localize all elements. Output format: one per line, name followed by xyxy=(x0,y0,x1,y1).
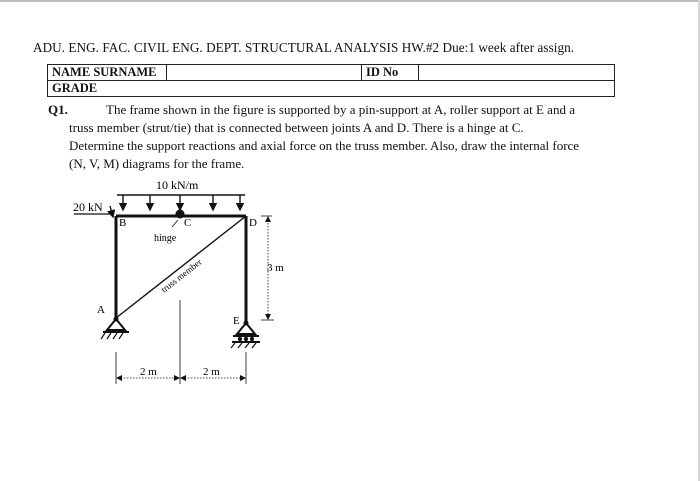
info-row-grade xyxy=(48,81,615,97)
id-no-label: ID No xyxy=(362,65,419,81)
question-line-3: Determine the support reactions and axial force on the truss member. Also, draw the internal force xyxy=(69,138,580,153)
hinge-pointer xyxy=(172,220,178,227)
student-info-table xyxy=(47,64,615,97)
span-left-label: 2 m xyxy=(140,366,157,378)
point-load-arrow xyxy=(110,206,113,217)
node-c-label: C xyxy=(184,217,192,229)
distributed-load xyxy=(117,195,245,210)
distributed-load-label: 10 kN/m xyxy=(156,178,199,192)
name-surname-field[interactable] xyxy=(167,65,362,81)
span-dimension xyxy=(116,300,246,384)
span-right-label: 2 m xyxy=(203,366,220,378)
node-b-label: B xyxy=(119,217,127,229)
node-d-label: D xyxy=(249,217,257,229)
truss-member-label: truss member xyxy=(159,256,204,295)
question-line-1: The frame shown in the figure is supported by a pin-support at A, roller support at E and a xyxy=(106,102,575,117)
question-line-2: truss member (strut/tie) that is connected between joints A and D. There is a hinge at C. xyxy=(69,120,524,135)
truss-member xyxy=(116,216,246,318)
question-number: Q1. xyxy=(48,102,68,117)
frame-figure xyxy=(60,176,300,401)
question-line-4: (N, V, M) diagrams for the frame. xyxy=(69,156,245,171)
point-load-label: 20 kN xyxy=(73,200,103,214)
grade-label: GRADE xyxy=(48,81,615,97)
node-a-label: A xyxy=(97,304,105,316)
frame-diagram xyxy=(60,176,300,396)
document-header: ADU. ENG. FAC. CIVIL ENG. DEPT. STRUCTURAL ANALYSIS HW.#2 Due:1 week after assign. xyxy=(33,40,575,55)
name-surname-label: NAME SURNAME xyxy=(48,65,167,81)
id-no-field[interactable] xyxy=(419,65,615,81)
hinge-label: hinge xyxy=(154,233,177,244)
question-first-line xyxy=(48,102,575,118)
pin-support-a xyxy=(101,317,129,340)
info-row-name xyxy=(48,65,615,81)
node-e-label: E xyxy=(233,315,240,327)
page-top-edge xyxy=(0,0,700,2)
height-dimension-label: 3 m xyxy=(267,262,284,274)
